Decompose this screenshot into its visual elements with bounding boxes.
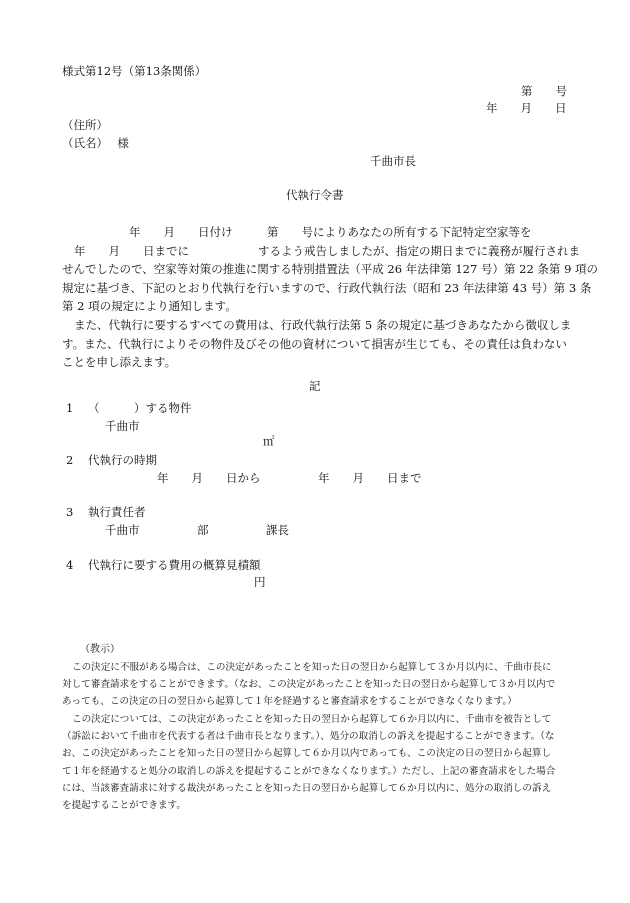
address-label: （住所） xyxy=(62,118,108,132)
item-1-area-unit: ㎡ xyxy=(263,434,275,448)
body-line: 年 月 日付け 第 号によりあなたの所有する下記特定空家等を xyxy=(129,225,532,239)
document-date: 年 月 日 xyxy=(486,101,567,115)
notice-heading: （教示） xyxy=(80,644,120,655)
notice-line: この決定に不服がある場合は、この決定があったことを知った日の翌日から起算して３か月以内に、千曲市長に xyxy=(72,662,552,673)
item-1-city: 千曲市 xyxy=(105,419,140,433)
body-line: 規定に基づき、下記のとおり代執行を行いますので、行政代執行法（昭和 23 年法律第 43 号）第 3 条 xyxy=(62,280,592,295)
item-1-label: （ ）する物件 xyxy=(88,401,192,415)
recipient-name-label: （氏名） 様 xyxy=(62,136,129,150)
item-4-currency-unit: 円 xyxy=(254,575,266,589)
notice-line: て１年を経過すると処分の取消しの訴えを提起することができなくなります。）ただし、上記の審査請求をした場合 xyxy=(62,765,556,777)
item-3-number: 3 xyxy=(66,505,74,519)
notice-line: この決定については、この決定があったことを知った日の翌日から起算して６か月以内に、千曲市を被告として xyxy=(72,714,552,725)
body-line: ことを申し添えます。 xyxy=(62,355,177,370)
notice-paragraph-2 xyxy=(62,711,572,814)
document-title: 代執行令書 xyxy=(286,188,344,202)
body-paragraph-2 xyxy=(62,316,572,372)
item-4-label: 代執行に要する費用の概算見積額 xyxy=(88,558,261,572)
form-label: 様式第12号（第13条関係） xyxy=(62,64,207,78)
ki-heading: 記 xyxy=(309,379,321,393)
notice-line: お、この決定があったことを知った日の翌日から起算して６か月以内であっても、この決定の日の翌日から起算し xyxy=(62,748,552,760)
notice-line: 対して審査請求をすることができます。（なお、この決定があったことを知った日の翌日から起算して３か月以内で xyxy=(62,679,556,691)
item-2-label: 代執行の時期 xyxy=(88,453,157,467)
body-line: 第 2 項の規定により通知します。 xyxy=(62,299,237,314)
body-line: また、代執行に要するすべての費用は、行政代執行法第 5 条の規定に基づきあなたから徴収しま xyxy=(74,318,572,332)
notice-line: には、当該審査請求に対する裁決があったことを知った日の翌日から起算して６か月以内に、処分の取消しの訴え xyxy=(62,782,552,794)
body-line: す。また、代執行によりその物件及びその他の資材について損害が生じても、その責任は負わない xyxy=(62,336,567,351)
body-line: せんでしたので、空家等対策の推進に関する特別措置法（平成 26 年法律第 127 号）第 22 条第 9 項の xyxy=(62,262,599,277)
item-2-period: 年 月 日から 年 月 日まで xyxy=(157,471,422,485)
item-2-number: 2 xyxy=(66,453,74,467)
item-3-detail: 千曲市 部 課長 xyxy=(105,523,289,537)
notice-line: を提起することができます。 xyxy=(62,800,186,812)
issuer-name: 千曲市長 xyxy=(370,154,416,168)
item-3-label: 執行責任者 xyxy=(88,505,146,519)
item-1-number: 1 xyxy=(66,401,74,415)
notice-line: （訴訟において千曲市を代表する者は千曲市長となります。）、処分の取消しの訴えを提起することができます。（な xyxy=(62,731,555,743)
body-line: 年 月 日までに するよう戒告しましたが、指定の期日までに義務が履行されま xyxy=(74,243,580,258)
document-number: 第 号 xyxy=(521,84,567,98)
body-paragraph-1 xyxy=(62,223,599,316)
item-4-number: 4 xyxy=(66,558,74,572)
notice-line: あっても、この決定の日の翌日から起算して１年を経過すると審査請求をすることができなくなります。） xyxy=(62,696,517,708)
notice-paragraph-1 xyxy=(62,659,572,711)
